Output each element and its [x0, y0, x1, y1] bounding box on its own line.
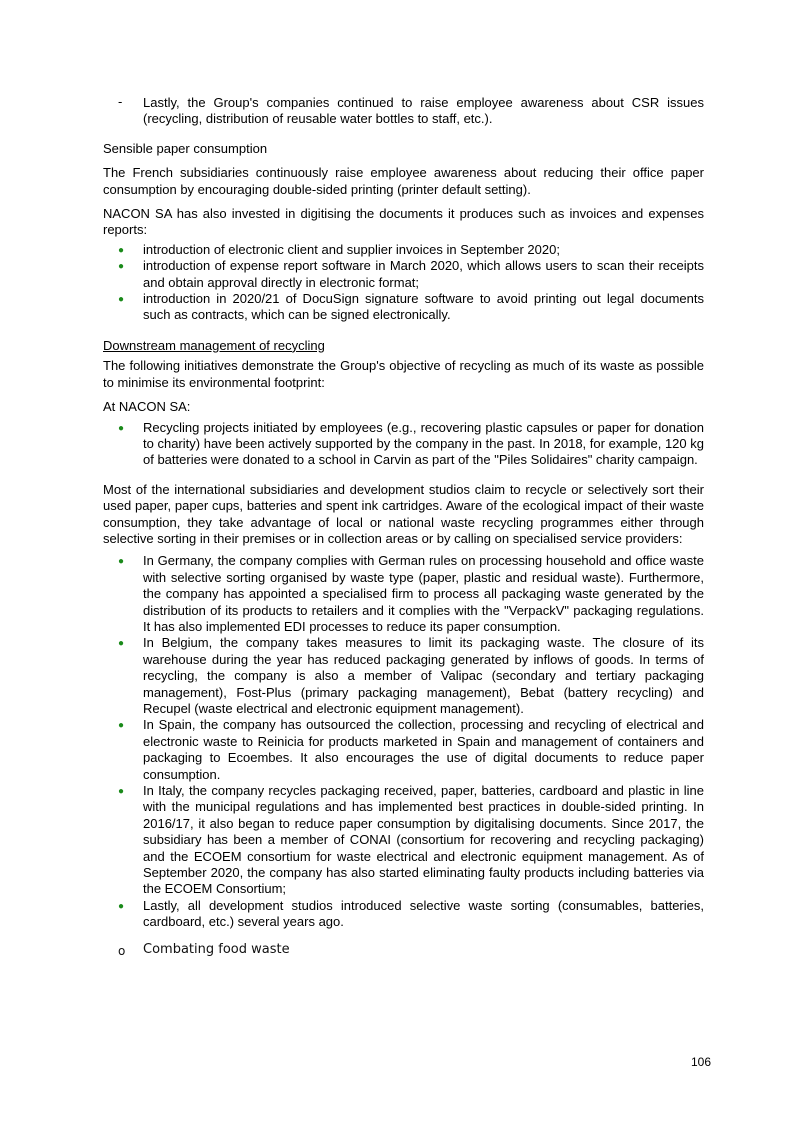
list-item-text: introduction of electronic client and supplier invoices in September 2020; — [143, 241, 560, 257]
intro-dash-item — [103, 95, 704, 128]
list-item — [103, 783, 704, 898]
page-number: 106 — [690, 1055, 711, 1069]
list-item-text: Lastly, all development studios introduced selective waste sorting (consumables, batteries, cardboard, etc.) several years ago. — [143, 897, 704, 930]
paper-paragraph-2: NACON SA has also invested in digitising the documents it produces such as invoices and expenses reports: — [103, 206, 704, 238]
document-body — [103, 95, 704, 958]
list-item — [103, 553, 704, 635]
bullet-icon: ● — [118, 244, 125, 256]
nacon-label: At NACON SA: — [103, 399, 191, 415]
bullet-icon: ● — [118, 900, 125, 912]
recycling-paragraph-1: The following initiatives demonstrate the Group's objective of recycling as much of its waste as possible to minimise its environmental footprint: — [103, 358, 704, 390]
section-heading-recycling: Downstream management of recycling — [103, 337, 325, 353]
intro-bullet-text: Lastly, the Group's companies continued to raise employee awareness about CSR issues (recycling, distribution of reusable water bottles to staff, etc.). — [143, 95, 704, 127]
list-item — [103, 291, 704, 324]
list-item — [103, 717, 704, 783]
list-item-text: introduction of expense report software in March 2020, which allows users to scan their receipts and obtain approval directly in electronic format; — [143, 258, 704, 290]
paper-paragraph-1: The French subsidiaries continuously raise employee awareness about reducing their office paper consumption by encouraging double-sided printing (printer default setting). — [103, 165, 704, 197]
bullet-icon: ● — [118, 422, 125, 434]
list-item-text: In Germany, the company complies with German rules on processing household and office waste with selective sorting organised by waste type (paper, plastic and residual waste). Furthermore, the company has appointed a specialised firm to process all packaging waste generated by the distribution of its products to retailers and it complies with the "VerpackV" packaging regulations. It has also implemented EDI processes to reduce its paper consumption. — [143, 553, 704, 634]
list-item-text: introduction in 2020/21 of DocuSign signature software to avoid printing out legal documents such as contracts, which can be signed electronically. — [143, 291, 704, 323]
paper-bullet-list — [103, 242, 704, 324]
list-item — [103, 258, 704, 291]
bullet-icon: ● — [118, 720, 125, 732]
international-bullet-list — [103, 553, 704, 930]
recycling-paragraph-2: Most of the international subsidiaries and development studios claim to recycle or selectively sort their used paper, paper cups, batteries and spent ink cartridges. Aware of the ecological impact of their waste consumption, they take advantage of local or national waste recycling programmes either through selective sorting in their premises or in collection areas or by calling on specialised service providers: — [103, 481, 704, 546]
bullet-icon: ● — [118, 261, 125, 273]
bullet-icon: ● — [118, 638, 125, 650]
dash-marker: - — [118, 94, 123, 109]
bullet-icon: ● — [118, 294, 125, 306]
list-item — [103, 635, 704, 717]
nacon-bullet-list — [103, 420, 704, 469]
list-item — [103, 898, 704, 931]
list-item-text: In Spain, the company has outsourced the collection, processing and recycling of electrical and electronic waste to Reinicia for products marketed in Spain and management of containers and packaging to Ecoembes. It also encourages the use of digital documents to reduce paper consumption. — [143, 717, 704, 782]
food-waste-title: Combating food waste — [143, 941, 290, 957]
section-title-paper: Sensible paper consumption — [103, 140, 268, 156]
list-item-text: In Italy, the company recycles packaging received, paper, batteries, cardboard and plastic in line with the municipal regulations and has implemented best practices in double-sided printing. In 2016/17, it also began to reduce paper consumption by digitalising documents. Since 2017, the subsidiary has been a member of CONAI (consortium for recovering and recycling packaging) and the ECOEM consortium for waste electrical and electronic equipment management. As of September 2020, the company has also started eliminating faulty products including batteries via the ECOEM Consortium; — [143, 783, 704, 897]
list-item — [103, 242, 704, 258]
food-waste-subheading — [103, 942, 704, 958]
bullet-icon: ● — [118, 786, 125, 798]
bullet-icon: ● — [118, 556, 125, 568]
circle-bullet-icon: o — [118, 943, 126, 958]
list-item-text: In Belgium, the company takes measures to limit its packaging waste. The closure of its warehouse during the year has reduced packaging generated by inflows of goods. In terms of recycling, the company is also a member of Valipac (secondary and tertiary packaging management), Fost-Plus (primary packaging management), Bebat (battery recycling) and Recupel (waste electrical and electronic equipment management). — [143, 635, 704, 716]
list-item — [103, 420, 704, 469]
list-item-text: Recycling projects initiated by employees (e.g., recovering plastic capsules or paper for donation to charity) have been actively supported by the company in the past. In 2018, for example, 120 kg of batteries were donated to a school in Carvin as part of the "Piles Solidaires" charity campaign. — [143, 419, 704, 468]
